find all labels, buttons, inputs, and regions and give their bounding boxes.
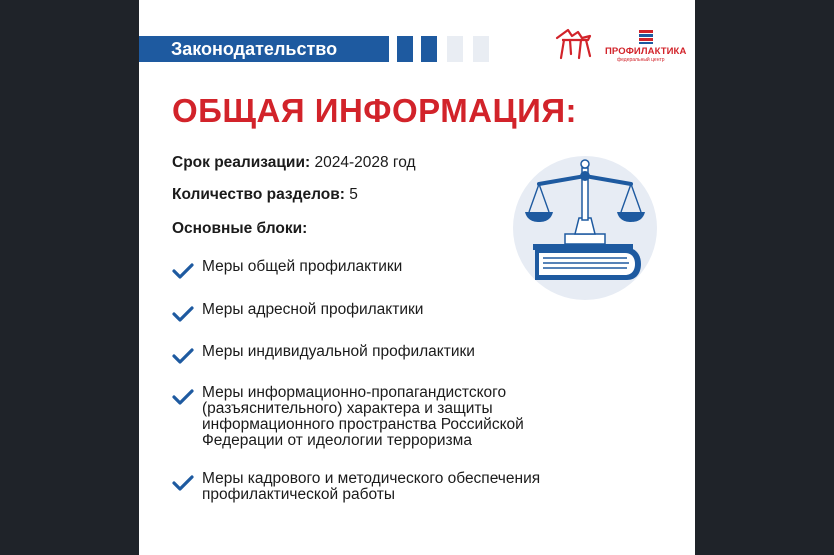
sections-label: Количество разделов:	[172, 186, 345, 203]
term-value: 2024-2028 год	[314, 154, 416, 171]
brand-name: ПРОФИЛАКТИКА	[605, 46, 687, 57]
brand-subtitle: федеральный центр	[617, 57, 665, 63]
blocks-title: Основные блоки:	[172, 220, 308, 237]
checkmark-icon	[172, 306, 194, 322]
term-line	[172, 154, 416, 172]
scales-of-justice-on-book-icon	[509, 152, 661, 304]
prevention-center-logo-icon	[554, 26, 594, 62]
flag-stripes-icon	[639, 30, 653, 44]
checkmark-icon	[172, 348, 194, 364]
term-label: Срок реализации:	[172, 154, 311, 171]
list-item-text: Меры кадрового и методического обеспечения профилактической работы	[202, 470, 541, 503]
deco-square	[447, 36, 463, 62]
list-item-text: Меры адресной профилактики	[202, 301, 424, 318]
list-item-text: Меры индивидуальной профилактики	[202, 343, 475, 360]
deco-square	[473, 36, 489, 62]
section-label: Законодательство	[139, 36, 389, 62]
checkmark-icon	[172, 475, 194, 491]
sections-line	[172, 186, 358, 204]
list-item-text: Меры информационно-пропагандистского (разъяснительного) характера и защиты информационного пространства Российской Федерации от идеологии терроризма	[202, 384, 524, 449]
page-title: ОБЩАЯ ИНФОРМАЦИЯ:	[172, 92, 578, 129]
sections-value: 5	[349, 186, 358, 203]
checkmark-icon	[172, 263, 194, 279]
deco-square	[397, 36, 413, 62]
info-card	[139, 0, 695, 555]
checkmark-icon	[172, 389, 194, 405]
list-item-text: Меры общей профилактики	[202, 258, 403, 275]
deco-square	[421, 36, 437, 62]
